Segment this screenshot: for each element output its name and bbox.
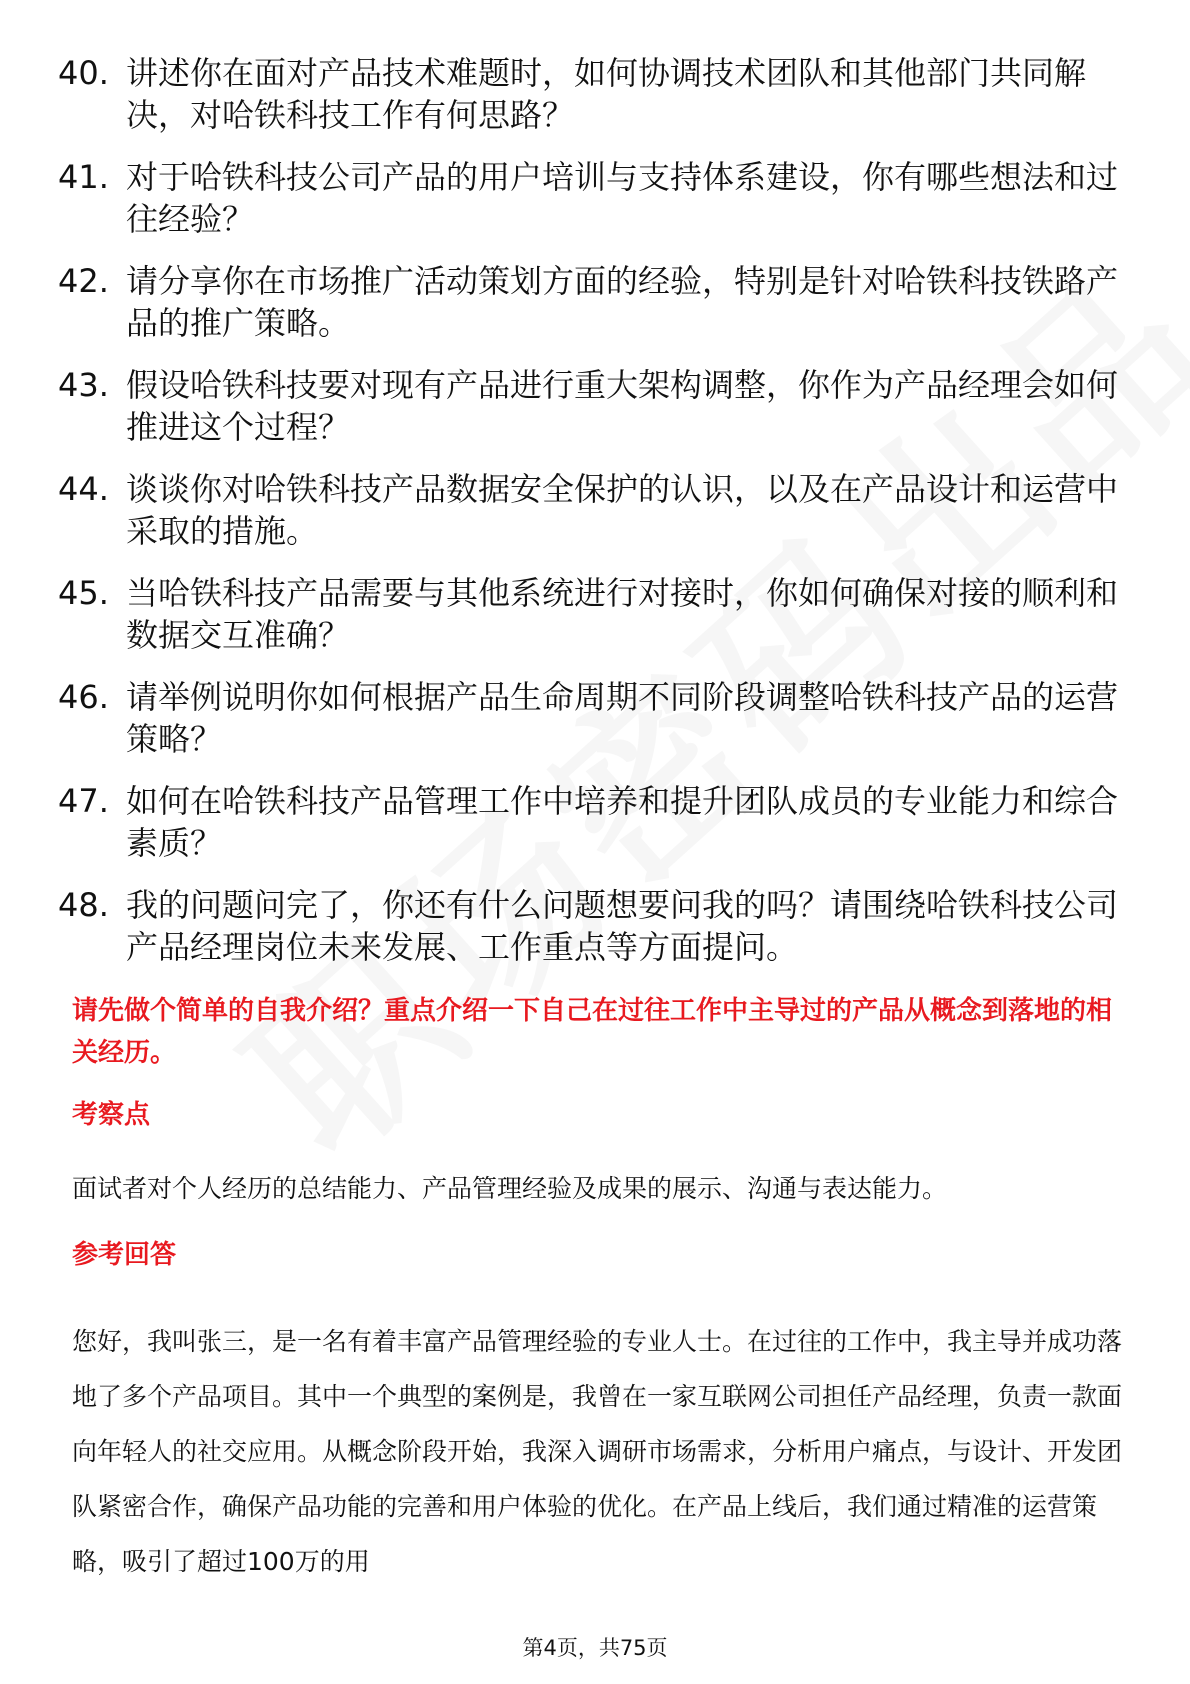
question-item	[58, 156, 1138, 240]
question-number: 47.	[58, 782, 109, 820]
question-text: 假设哈铁科技要对现有产品进行重大架构调整，你作为产品经理会如何推进这个过程？	[126, 366, 1119, 446]
question-text: 谈谈你对哈铁科技产品数据安全保护的认识，以及在产品设计和运营中采取的措施。	[126, 470, 1119, 550]
main-question-heading: 请先做个简单的自我介绍？重点介绍一下自己在过往工作中主导过的产品从概念到落地的相关经历。	[72, 996, 1113, 1068]
question-item	[58, 260, 1138, 344]
question-number: 48.	[58, 886, 109, 924]
question-text: 当哈铁科技产品需要与其他系统进行对接时，你如何确保对接的顺利和数据交互准确？	[126, 574, 1119, 654]
question-item	[58, 884, 1138, 968]
question-item	[58, 572, 1138, 656]
assessment-label: 考察点	[72, 1100, 151, 1130]
question-number: 40.	[58, 54, 109, 92]
question-number: 45.	[58, 574, 109, 612]
question-number: 41.	[58, 158, 109, 196]
question-text: 请分享你在市场推广活动策划方面的经验，特别是针对哈铁科技铁路产品的推广策略。	[126, 262, 1119, 342]
question-text: 请举例说明你如何根据产品生命周期不同阶段调整哈铁科技产品的运营策略？	[126, 678, 1119, 758]
question-text: 我的问题问完了，你还有什么问题想要问我的吗？请围绕哈铁科技公司产品经理岗位未来发展、工作重点等方面提问。	[126, 886, 1119, 966]
question-text: 对于哈铁科技公司产品的用户培训与支持体系建设，你有哪些想法和过往经验？	[126, 158, 1119, 238]
question-item	[58, 780, 1138, 864]
question-item	[58, 52, 1138, 136]
question-number: 43.	[58, 366, 109, 404]
question-item	[58, 676, 1138, 760]
reference-answer-label: 参考回答	[72, 1240, 177, 1270]
question-list	[58, 52, 1138, 988]
question-number: 44.	[58, 470, 109, 508]
reference-answer-text: 您好，我叫张三，是一名有着丰富产品管理经验的专业人士。在过往的工作中，我主导并成功落地了多个产品项目。其中一个典型的案例是，我曾在一家互联网公司担任产品经理，负责一款面向年轻人的社交应用。从概念阶段开始，我深入调研市场需求，分析用户痛点，与设计、开发团队紧密合作，确保产品功能的完善和用户体验的优化。在产品上线后，我们通过精准的运营策略，吸引了超过100万的用	[72, 1327, 1123, 1576]
assessment-text: 面试者对个人经历的总结能力、产品管理经验及成果的展示、沟通与表达能力。	[72, 1174, 948, 1203]
question-item	[58, 364, 1138, 448]
question-text: 如何在哈铁科技产品管理工作中培养和提升团队成员的专业能力和综合素质？	[126, 782, 1119, 862]
question-item	[58, 468, 1138, 552]
question-text: 讲述你在面对产品技术难题时，如何协调技术团队和其他部门共同解决，对哈铁科技工作有何思路？	[126, 54, 1087, 134]
question-number: 42.	[58, 262, 109, 300]
page-footer: 第4页，共75页	[522, 1636, 668, 1660]
question-number: 46.	[58, 678, 109, 716]
